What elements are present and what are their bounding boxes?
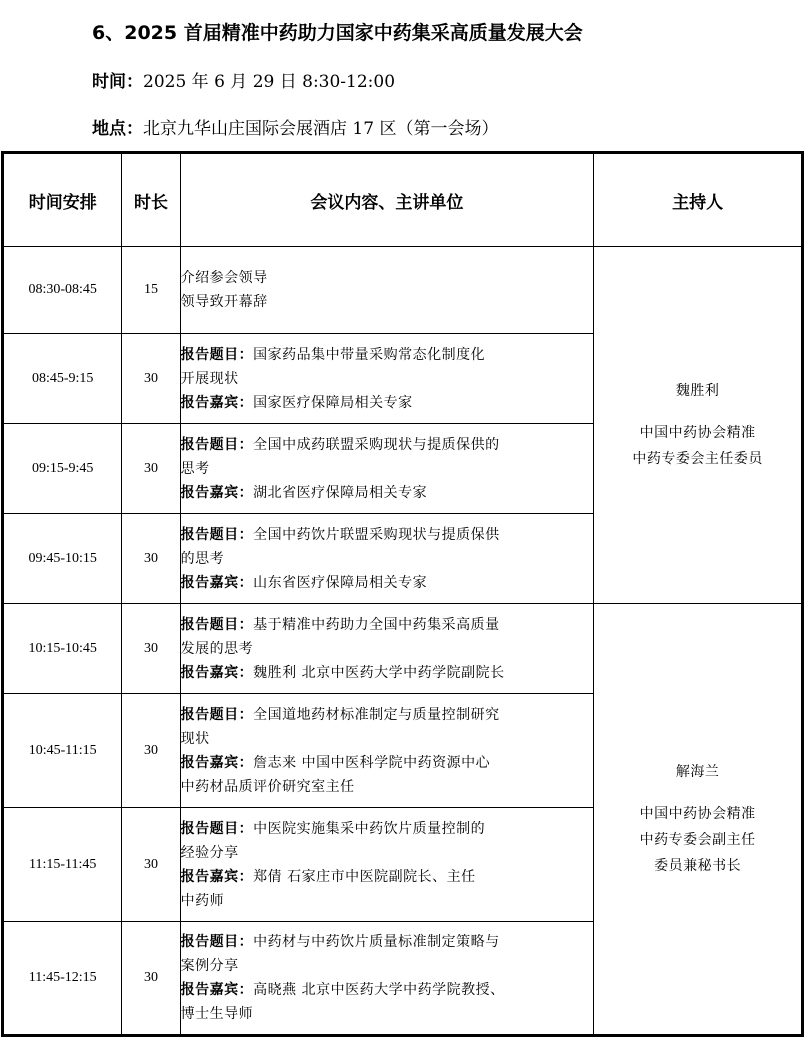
topic-line: 中医院实施集采中药饮片质量控制的 [253, 820, 486, 837]
topic-line: 中药材与中药饮片质量标准制定策略与 [253, 934, 500, 950]
host-name: 解海兰 [675, 764, 720, 780]
place-value: 北京九华山庄国际会展酒店 17 区（第一会场） [143, 119, 499, 139]
host-cell-1 [594, 247, 803, 604]
topic-label: 报告题目： [180, 934, 254, 950]
row-time: 10:15-10:45 [3, 604, 122, 694]
host-org-line: 委员兼秘书长 [654, 858, 742, 874]
row-duration: 30 [122, 694, 180, 808]
row-content [180, 808, 594, 922]
speaker-label: 报告嘉宾： [180, 574, 254, 591]
topic-line: 全国中成药联盟采购现状与提质保供的 [253, 436, 500, 453]
host-name: 魏胜利 [675, 383, 720, 399]
row-time: 08:45-9:15 [3, 334, 122, 424]
host-org-line: 中药专委会副主任 [639, 832, 756, 848]
topic-label: 报告题目： [180, 820, 254, 837]
host-cell-2 [594, 604, 803, 1036]
row-time: 11:15-11:45 [3, 808, 122, 922]
speaker-line: 博士生导师 [180, 1006, 254, 1022]
row-content [180, 247, 594, 334]
speaker-line: 山东省医疗保障局相关专家 [253, 574, 428, 591]
row-time: 11:45-12:15 [3, 922, 122, 1036]
topic-label: 报告题目： [180, 526, 254, 543]
speaker-line: 湖北省医疗保障局相关专家 [253, 484, 428, 501]
host-org-line: 中国中药协会精准 [639, 425, 756, 441]
speaker-label: 报告嘉宾： [180, 484, 254, 501]
row-time: 09:15-9:45 [3, 424, 122, 514]
table-header-row [3, 153, 803, 247]
table-row [3, 604, 803, 694]
topic-line: 基于精准中药助力全国中药集采高质量 [253, 616, 500, 633]
table-row [3, 247, 803, 334]
topic-line: 经验分享 [180, 844, 239, 861]
row-duration: 30 [122, 514, 180, 604]
meeting-time [92, 67, 395, 92]
topic-line: 国家药品集中带量采购常态化制度化 [253, 346, 486, 363]
speaker-line: 魏胜利 北京中医药大学中药学院副院长 [253, 664, 505, 681]
topic-line: 思考 [180, 460, 210, 477]
speaker-line: 国家医疗保障局相关专家 [253, 394, 413, 411]
topic-line: 现状 [180, 730, 210, 747]
row-duration: 30 [122, 334, 180, 424]
row-duration: 30 [122, 808, 180, 922]
row-duration: 30 [122, 424, 180, 514]
row-time: 09:45-10:15 [3, 514, 122, 604]
speaker-label: 报告嘉宾： [180, 982, 254, 998]
speaker-label: 报告嘉宾： [180, 664, 254, 681]
page-title: 6、2025 首届精准中药助力国家中药集采高质量发展大会 [92, 22, 583, 44]
row-content [180, 604, 594, 694]
topic-line: 的思考 [180, 550, 225, 567]
topic-label: 报告题目： [180, 616, 254, 633]
speaker-label: 报告嘉宾： [180, 868, 254, 885]
row-content [180, 424, 594, 514]
schedule-table [1, 151, 804, 1037]
time-value: 2025 年 6 月 29 日 8:30-12:00 [143, 72, 396, 92]
speaker-line: 郑倩 石家庄市中医院副院长、主任 [253, 868, 476, 885]
topic-label: 报告题目： [180, 706, 254, 723]
speaker-label: 报告嘉宾： [180, 754, 254, 771]
row-duration: 30 [122, 604, 180, 694]
topic-line: 案例分享 [180, 958, 239, 974]
header-time: 时间安排 [3, 153, 122, 247]
row-content [180, 922, 594, 1036]
topic-label: 报告题目： [180, 346, 254, 363]
row-content [180, 514, 594, 604]
speaker-line: 詹志来 中国中医科学院中药资源中心 [253, 754, 491, 771]
speaker-line: 中药材品质评价研究室主任 [180, 778, 355, 795]
row-duration: 15 [122, 247, 180, 334]
topic-line: 发展的思考 [180, 640, 254, 657]
topic-line: 全国中药饮片联盟采购现状与提质保供 [253, 526, 500, 543]
header-content: 会议内容、主讲单位 [180, 153, 594, 247]
speaker-line: 中药师 [180, 892, 225, 909]
topic-line: 开展现状 [180, 370, 239, 387]
row-duration: 30 [122, 922, 180, 1036]
time-label: 时间： [92, 72, 143, 92]
speaker-label: 报告嘉宾： [180, 394, 254, 411]
row-time: 08:30-08:45 [3, 247, 122, 334]
host-org-line: 中药专委会主任委员 [632, 451, 763, 467]
topic-line: 全国道地药材标准制定与质量控制研究 [253, 706, 500, 723]
host-org-line: 中国中药协会精准 [639, 806, 756, 822]
content-line: 领导致开幕辞 [180, 294, 268, 310]
header-duration: 时长 [122, 153, 180, 247]
header-host: 主持人 [594, 153, 803, 247]
row-content [180, 694, 594, 808]
row-content [180, 334, 594, 424]
meeting-place [92, 114, 498, 139]
speaker-line: 高晓燕 北京中医药大学中药学院教授、 [253, 982, 505, 998]
topic-label: 报告题目： [180, 436, 254, 453]
content-line: 介绍参会领导 [180, 270, 268, 286]
row-time: 10:45-11:15 [3, 694, 122, 808]
place-label: 地点： [92, 119, 143, 139]
